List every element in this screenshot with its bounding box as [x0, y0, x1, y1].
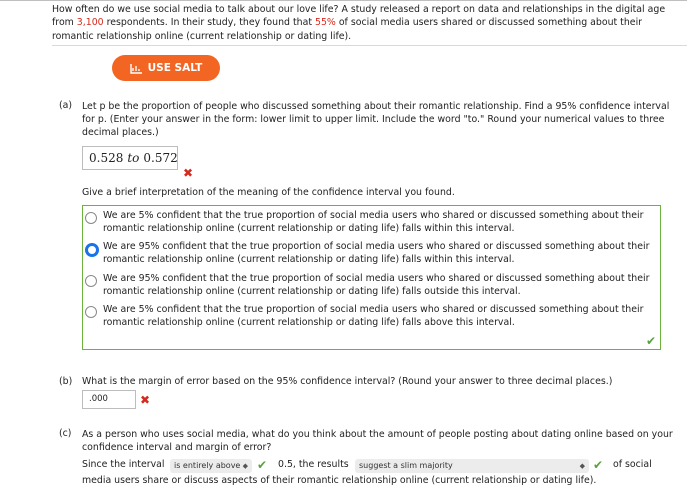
- salt-chart-icon: [130, 63, 143, 74]
- part-b-question: What is the margin of error based on the 95% confidence interval? (Round your answer to three decimal places.): [82, 376, 613, 387]
- check-icon: ✔: [257, 458, 268, 472]
- part-a-label: (a): [59, 100, 73, 111]
- x-mark-icon: ✖: [140, 393, 151, 407]
- margin-of-error-input[interactable]: .000: [82, 390, 136, 409]
- confidence-interval-input[interactable]: [82, 146, 178, 170]
- problem-intro: How often do we use social media to talk about our love life? A study released a report on data and relationships in the digital age from 3,100 respondents. In their study, they found that 55% of social media users shared or discussed something about their romantic relationship online (current relationship or dating life).: [52, 4, 666, 42]
- check-icon: ✔: [646, 334, 657, 348]
- radio-option-1[interactable]: [85, 212, 97, 224]
- option-3[interactable]: We are 95% confident that the true proportion of social media users who shared or discussed something about their romantic relationship online (current relationship or dating life) falls outside this interval.: [85, 273, 655, 303]
- end-text: of social: [613, 459, 652, 470]
- mid-text: 0.5, the results: [278, 459, 349, 470]
- part-c-question: As a person who uses social media, what do you think about the amount of people posting about dating online based on your confidence interval and margin of error?: [82, 429, 673, 453]
- use-salt-button[interactable]: [112, 55, 220, 81]
- percent-value: 55%: [315, 17, 336, 29]
- option-4[interactable]: We are 5% confident that the true proportion of social media users who shared or discussed something about their romantic relationship online (current relationship or dating life) falls above this interval.: [85, 304, 655, 334]
- results-select[interactable]: suggest a slim majority ◆: [355, 459, 589, 473]
- part-a-question: Let p be the proportion of people who discussed something about their romantic relationship. Find a 95% confidence interval for p. (Enter your answer in the form: lower limit to upper limit. Include the word "to." Round your numerical values to three decimal places.): [82, 101, 670, 138]
- select-arrow-icon: ◆: [579, 462, 585, 470]
- intro-divider: [52, 45, 687, 46]
- conclusion-sentence: [82, 459, 692, 473]
- select-arrow-icon: ◆: [242, 462, 248, 470]
- interpretation-options: [82, 205, 661, 350]
- top-divider: [0, 0, 687, 1]
- radio-option-2-selected[interactable]: [85, 243, 99, 257]
- ci-to: to: [127, 151, 140, 165]
- respondents-value: 3,100: [76, 17, 104, 29]
- radio-option-4[interactable]: [85, 306, 97, 318]
- part-c-label: (c): [59, 428, 72, 439]
- option-2[interactable]: We are 95% confident that the true proportion of social media users who shared or discussed something about their romantic relationship online (current relationship or dating life) falls within this interval.: [85, 241, 655, 271]
- check-icon: ✔: [593, 458, 604, 472]
- since-text: Since the interval: [82, 459, 165, 470]
- x-mark-icon: ✖: [183, 166, 194, 180]
- ci-upper: 0.572: [143, 151, 178, 165]
- ci-lower: 0.528: [89, 151, 124, 165]
- interval-position-select[interactable]: is entirely above ◆: [170, 459, 252, 473]
- conclusion-line-2: media users share or discuss aspects of their romantic relationship online (current relationship or dating life).: [82, 475, 597, 486]
- part-b-label: (b): [59, 376, 73, 387]
- option-1[interactable]: We are 5% confident that the true proportion of social media users who shared or discussed something about their romantic relationship online (current relationship or dating life) falls within this interval.: [85, 210, 655, 240]
- use-salt-label: USE SALT: [147, 62, 203, 74]
- radio-option-3[interactable]: [85, 275, 97, 287]
- interpretation-prompt: Give a brief interpretation of the meaning of the confidence interval you found.: [82, 187, 455, 198]
